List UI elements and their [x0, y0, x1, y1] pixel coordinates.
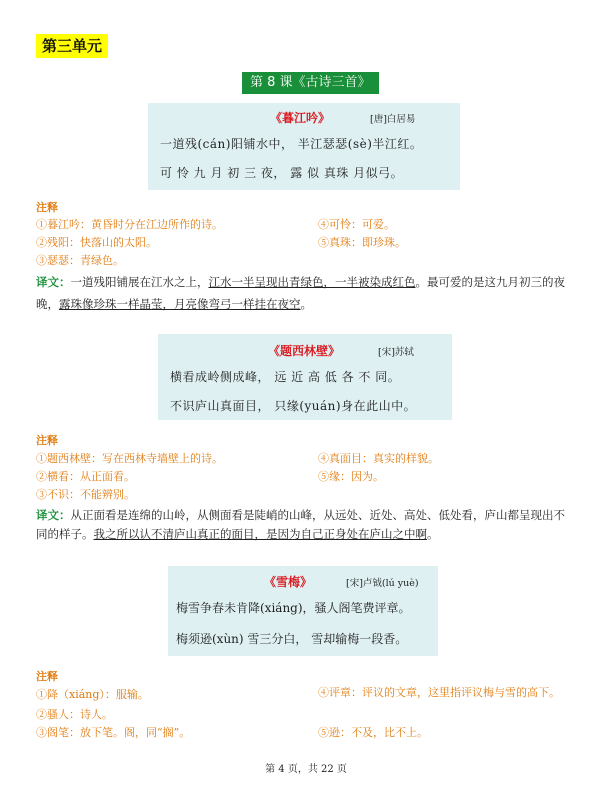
- translation-1: [36, 271, 576, 315]
- note-item: ⑤缘：因为。: [318, 470, 384, 483]
- poem-author: [唐]白居易: [370, 114, 416, 125]
- poem-box-2: [158, 334, 452, 420]
- poem-title: 《题西林壁》: [268, 344, 341, 358]
- note-item: ④真面目：真实的样貌。: [318, 452, 439, 465]
- translation-text: 从正面看是连绵的山岭，从侧面看是陡峭的山峰，从远处、近处、高处、低处看，庐山都呈现出不同的样子。: [36, 508, 565, 541]
- page-footer: 第 4 页，共 22 页: [265, 764, 347, 775]
- notes-heading: 注释: [36, 434, 58, 447]
- notes-heading: 注释: [36, 201, 58, 214]
- translation-2: [36, 506, 576, 544]
- translation-underlined: 我之所以认不清庐山真正的面目，是因为自己正身处在庐山之中啊: [93, 527, 427, 541]
- unit-title: 第三单元: [36, 34, 108, 58]
- note-item: ①题西林壁：写在西林寺墙壁上的诗。: [36, 452, 223, 465]
- translation-text: 。最可爱的: [415, 275, 473, 289]
- poem-line: 不识庐山真面目， 只缘(yuán)身在此山中。: [170, 399, 417, 413]
- poem-author: [宋]苏轼: [378, 347, 414, 358]
- note-item: ④评章：评议的文章，这里指评议梅与雪的高下。: [318, 686, 560, 699]
- note-item: ③阁笔：放下笔。阁，同“搁”。: [36, 726, 191, 739]
- poem-title: 《暮江吟》: [270, 111, 331, 125]
- translation-text: 一道残阳铺展在江水之上，: [70, 275, 209, 289]
- note-item: ②残阳：快落山的太阳。: [36, 236, 157, 249]
- note-item: ④可怜：可爱。: [318, 218, 395, 231]
- translation-underlined: 江水一半呈现出青绿色，一半被染成红色: [208, 275, 416, 289]
- translation-text: 是这九月初三的夜晚，: [36, 275, 565, 311]
- poem-author: [宋]卢钺(lú yuè): [346, 578, 419, 589]
- poem-line: 一道残(cán)阳铺水中， 半江瑟瑟(sè)半江红。: [160, 137, 423, 151]
- note-item: ②横看：从正面看。: [36, 470, 135, 483]
- note-item: ①暮江吟：黄昏时分在江边所作的诗。: [36, 218, 223, 231]
- translation-text: 。: [427, 527, 439, 541]
- note-item: ③不识：不能辨别。: [36, 488, 135, 501]
- note-item: ②骚人：诗人。: [36, 708, 113, 721]
- poem-line: 可 怜 九 月 初 三 夜， 露 似 真珠 月似弓。: [160, 166, 404, 180]
- poem-box-3: [168, 566, 438, 656]
- poem-line: 梅雪争春未肯降(xiáng)，骚人阁笔费评章。: [176, 601, 411, 615]
- note-item: ⑤逊：不及，比不上。: [318, 726, 428, 739]
- translation-text: 。: [300, 297, 312, 311]
- notes-heading: 注释: [36, 670, 58, 683]
- poem-title: 《雪梅》: [264, 575, 313, 589]
- note-item: ⑤真珠：即珍珠。: [318, 236, 406, 249]
- lesson-title: 第 8 课《古诗三首》: [242, 72, 379, 94]
- translation-underlined: 露珠像珍珠一样晶莹，月亮像弯弓一样挂在夜空: [59, 297, 301, 311]
- translation-label: 译文：: [36, 275, 71, 289]
- translation-label: 译文：: [36, 508, 71, 522]
- poem-line: 横看成岭侧成峰， 远 近 高 低 各 不 同。: [170, 370, 401, 384]
- poem-box-1: [148, 103, 460, 190]
- poem-line: 梅须逊(xùn) 雪三分白， 雪却输梅一段香。: [176, 632, 408, 646]
- note-item: ③瑟瑟：青绿色。: [36, 254, 124, 267]
- note-item: ①降（xiáng）：服输。: [36, 688, 149, 701]
